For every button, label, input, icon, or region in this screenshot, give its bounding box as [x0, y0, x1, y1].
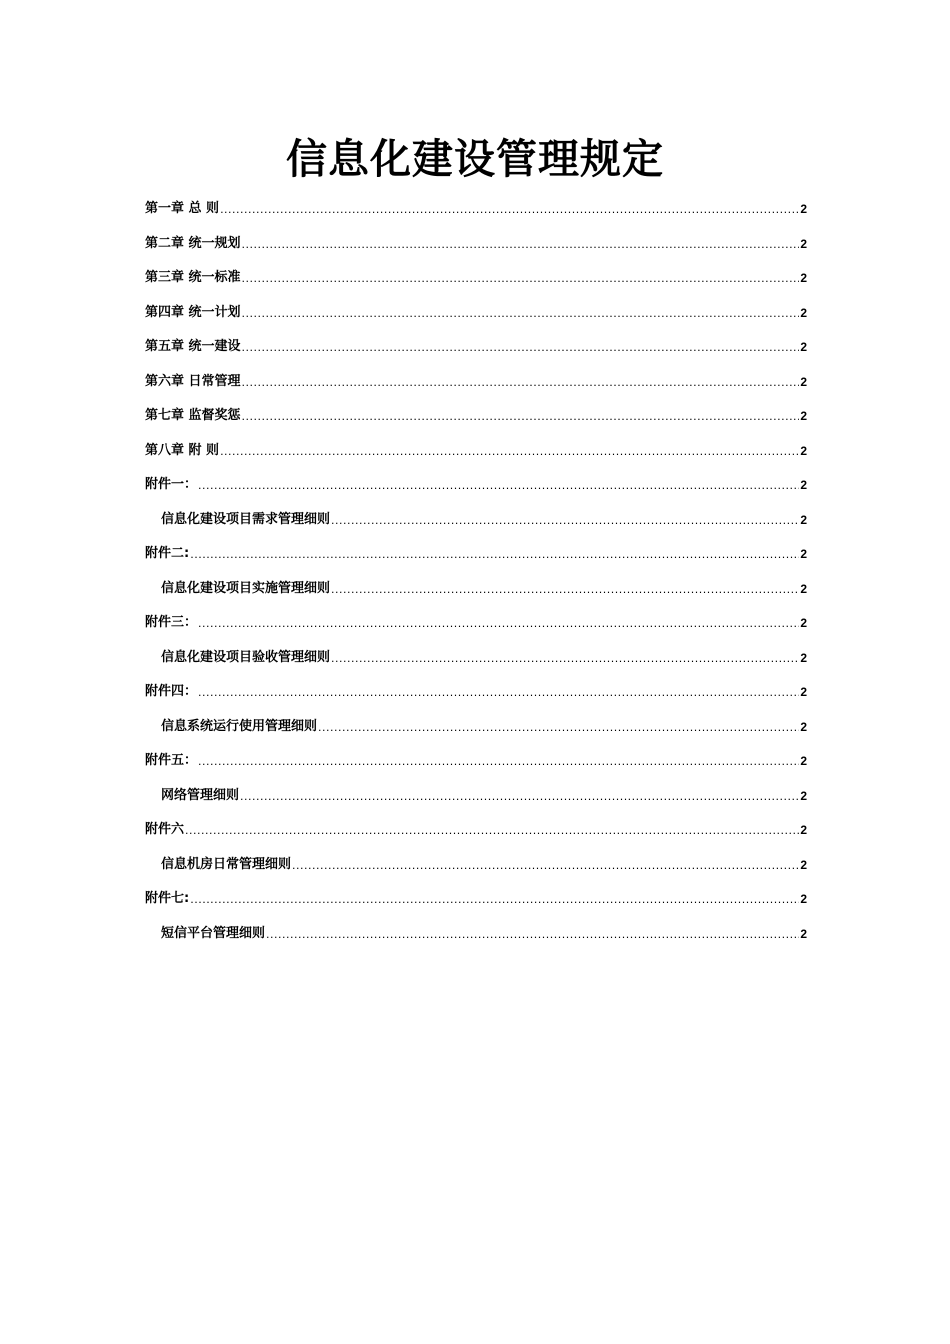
toc-entry-label: 附件七:	[145, 891, 190, 907]
toc-entry-label: 第二章 统一规划	[145, 235, 241, 251]
toc-entry-label: 附件四：	[145, 684, 198, 700]
toc-entry-label: 信息机房日常管理细则	[161, 856, 292, 872]
toc-page-number: 2	[800, 685, 807, 700]
toc-entry[interactable]	[145, 744, 807, 779]
toc-entry-label: 信息化建设项目验收管理细则	[161, 649, 331, 665]
dot-leader	[198, 684, 799, 700]
dot-leader	[242, 305, 800, 321]
toc-page-number: 2	[800, 754, 807, 769]
dot-leader	[220, 443, 799, 459]
toc-page-number: 2	[800, 374, 807, 389]
toc-entry-label: 第三章 统一标准	[145, 270, 241, 286]
toc-entry-label: 短信平台管理细则	[161, 925, 266, 941]
document-title: 信息化建设管理规定	[286, 135, 664, 183]
toc-entry-label: 附件三：	[145, 615, 198, 631]
dot-leader	[331, 512, 799, 528]
toc-entry[interactable]	[145, 261, 807, 296]
toc-entry-label: 附件一：	[145, 477, 198, 493]
toc-page-number: 2	[800, 305, 807, 320]
toc-page-number: 2	[800, 443, 807, 458]
dot-leader	[198, 477, 799, 493]
dot-leader	[190, 546, 799, 562]
toc-page-number: 2	[800, 581, 807, 596]
toc-entry[interactable]	[145, 537, 807, 572]
toc-entry-label: 第六章 日常管理	[145, 373, 241, 389]
toc-entry[interactable]	[145, 365, 807, 400]
toc-entry-label: 第一章 总 则	[145, 201, 220, 217]
toc-page-number: 2	[800, 788, 807, 803]
dot-leader	[240, 788, 799, 804]
dot-leader	[292, 857, 799, 873]
toc-entry[interactable]	[145, 882, 807, 917]
toc-page-number: 2	[800, 271, 807, 286]
toc-subentry[interactable]	[145, 779, 807, 814]
toc-page-number: 2	[800, 340, 807, 355]
toc-page-number: 2	[800, 719, 807, 734]
toc-subentry[interactable]	[145, 848, 807, 883]
toc-subentry[interactable]	[145, 641, 807, 676]
toc-page-number: 2	[800, 478, 807, 493]
toc-page-number: 2	[800, 926, 807, 941]
toc-page-number: 2	[800, 616, 807, 631]
dot-leader	[185, 822, 799, 838]
toc-entry-label: 第八章 附 则	[145, 442, 220, 458]
toc-page-number: 2	[800, 650, 807, 665]
toc-page-number: 2	[800, 409, 807, 424]
toc-entry-label: 第五章 统一建设	[145, 339, 241, 355]
toc-entry[interactable]	[145, 330, 807, 365]
dot-leader	[318, 719, 799, 735]
toc-entry[interactable]	[145, 296, 807, 331]
toc-entry[interactable]	[145, 813, 807, 848]
toc-entry-label: 附件五：	[145, 753, 198, 769]
toc-subentry[interactable]	[145, 917, 807, 952]
toc-entry[interactable]	[145, 192, 807, 227]
toc-entry[interactable]	[145, 606, 807, 641]
toc-entry[interactable]	[145, 675, 807, 710]
dot-leader	[242, 339, 800, 355]
toc-entry[interactable]	[145, 468, 807, 503]
toc-entry[interactable]	[145, 399, 807, 434]
toc-page-number: 2	[800, 857, 807, 872]
toc-entry-label: 附件六	[145, 822, 185, 838]
dot-leader	[220, 201, 799, 217]
toc-page-number: 2	[800, 892, 807, 907]
toc-page-number: 2	[800, 236, 807, 251]
toc-entry[interactable]	[145, 227, 807, 262]
toc-page-number: 2	[800, 512, 807, 527]
dot-leader	[266, 926, 799, 942]
dot-leader	[190, 891, 799, 907]
dot-leader	[198, 615, 799, 631]
dot-leader	[198, 753, 799, 769]
toc-page-number: 2	[800, 547, 807, 562]
dot-leader	[242, 408, 800, 424]
toc-entry-label: 信息化建设项目需求管理细则	[161, 511, 331, 527]
toc-entry-label: 第四章 统一计划	[145, 304, 241, 320]
toc-subentry[interactable]	[145, 572, 807, 607]
dot-leader	[242, 374, 800, 390]
toc-entry[interactable]	[145, 434, 807, 469]
dot-leader	[242, 270, 800, 286]
dot-leader	[331, 650, 799, 666]
toc-page-number: 2	[800, 202, 807, 217]
toc-entry-label: 附件二:	[145, 546, 190, 562]
dot-leader	[331, 581, 799, 597]
toc-entry-label: 信息系统运行使用管理细则	[161, 718, 318, 734]
toc-entry-label: 网络管理细则	[161, 787, 240, 803]
toc-subentry[interactable]	[145, 710, 807, 745]
toc-entry-label: 第七章 监督奖惩	[145, 408, 241, 424]
toc-entry-label: 信息化建设项目实施管理细则	[161, 580, 331, 596]
toc-page-number: 2	[800, 823, 807, 838]
toc-subentry[interactable]	[145, 503, 807, 538]
table-of-contents	[145, 192, 807, 951]
dot-leader	[242, 236, 800, 252]
